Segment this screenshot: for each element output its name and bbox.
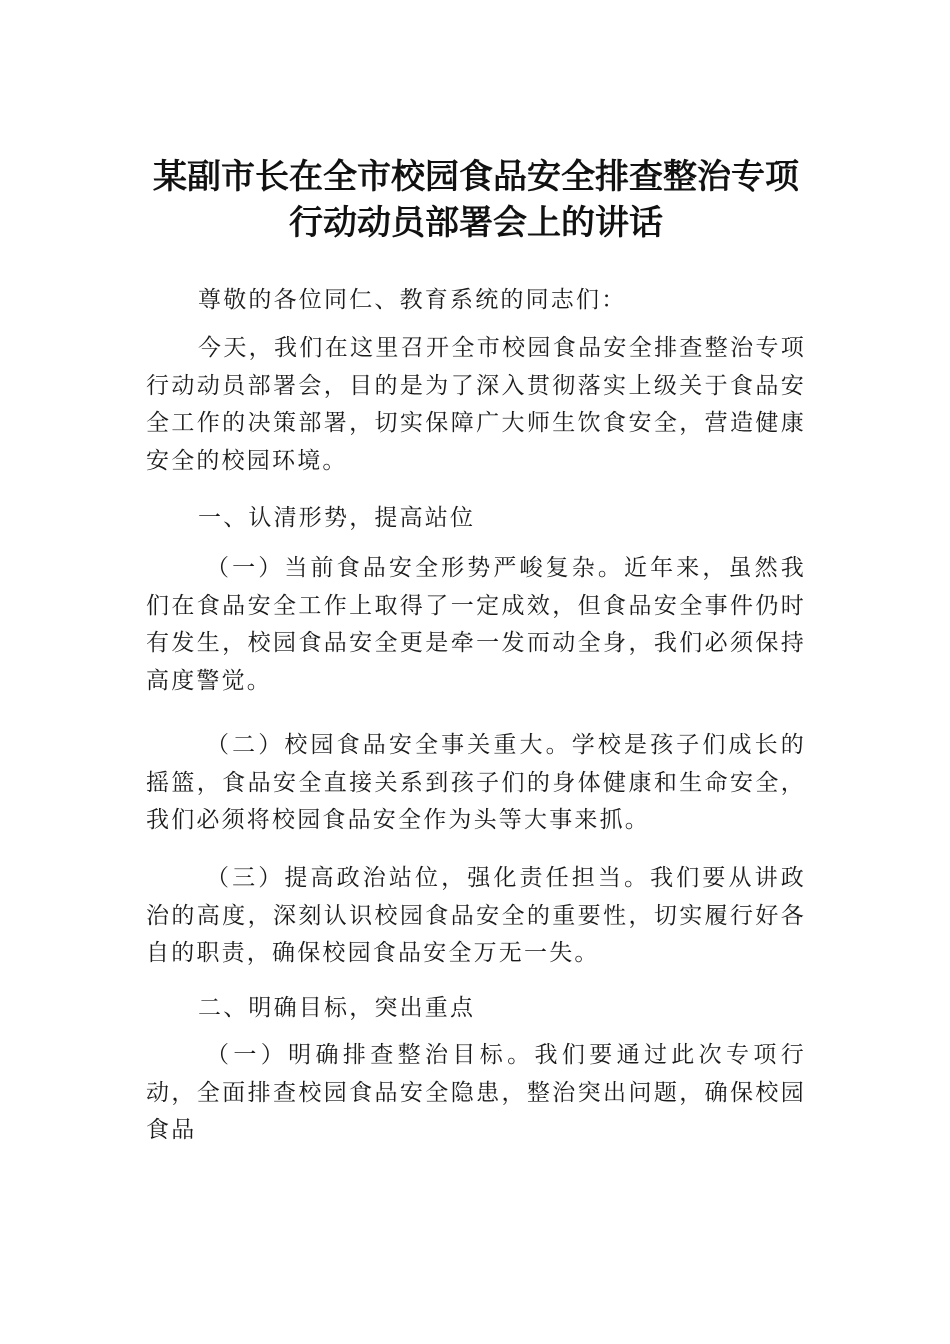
section-2-heading: 二、明确目标，突出重点 [198,995,476,1021]
greeting-paragraph: 尊敬的各位同仁、教育系统的同志们： [198,287,627,313]
intro-paragraph: 今天，我们在这里召开全市校园食品安全排查整治专项行动动员部署会，目的是为了深入贯彻落实上级关于食品安全工作的决策部署，切实保障广大师生饮食安全，营造健康安全的校园环境。 [146,335,806,474]
section-1-item-1: （一）当前食品安全形势严峻复杂。近年来，虽然我们在食品安全工作上取得了一定成效，但食品安全事件仍时有发生，校园食品安全更是牵一发而动全身，我们必须保持高度警觉。 [146,555,806,694]
section-1-item-3: （三）提高政治站位，强化责任担当。我们要从讲政治的高度，深刻认识校园食品安全的重要性，切实履行好各自的职责，确保校园食品安全万无一失。 [146,865,806,966]
section-2-item-1: （一）明确排查整治目标。我们要通过此次专项行动，全面排查校园食品安全隐患，整治突出问题，确保校园食品 [146,1042,806,1143]
section-1-item-2: （二）校园食品安全事关重大。学校是孩子们成长的摇篮，食品安全直接关系到孩子们的身体健康和生命安全，我们必须将校园食品安全作为头等大事来抓。 [146,732,806,833]
document-title: 某副市长在全市校园食品安全排查整治专项行动动员部署会上的讲话 [153,157,799,243]
section-1-heading: 一、认清形势，提高站位 [198,505,476,531]
